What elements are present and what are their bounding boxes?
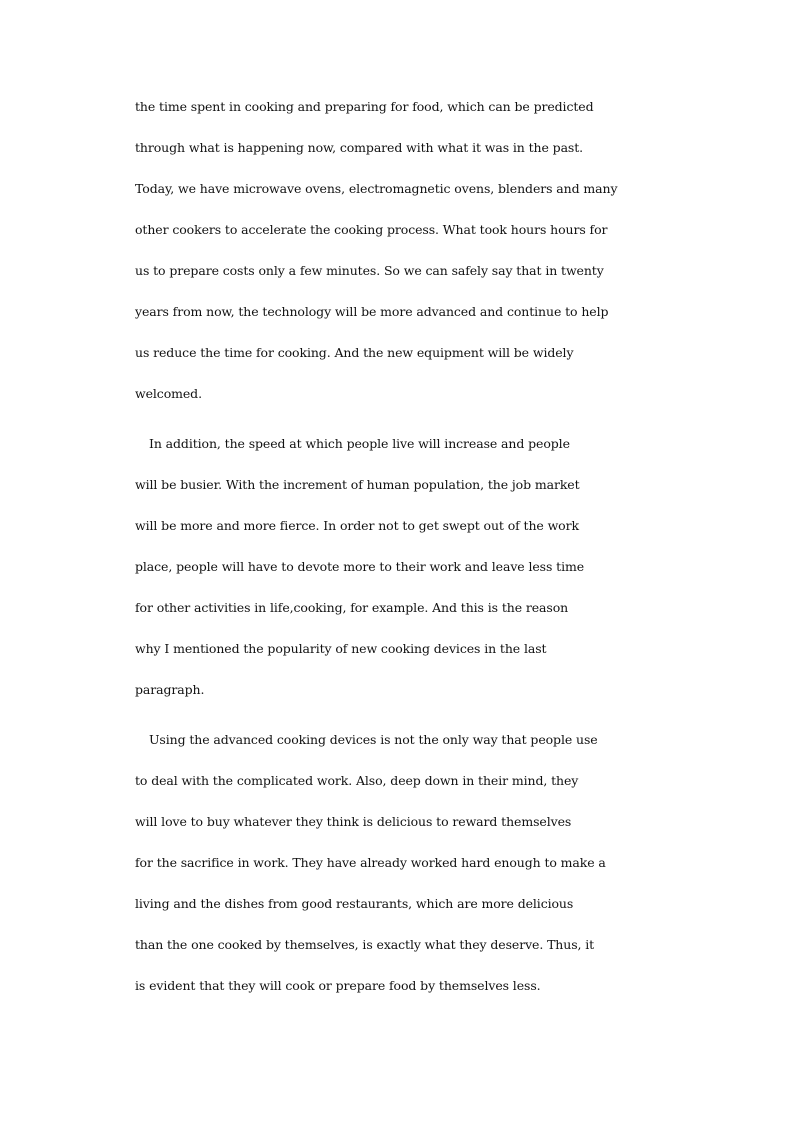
text-line: than the one cooked by themselves, is exactly what they deserve. Thus, it xyxy=(135,937,595,952)
text-line-first xyxy=(135,729,695,770)
text-line: for other activities in life,cooking, for example. And this is the reason xyxy=(135,600,569,615)
text-line: will love to buy whatever they think is delicious to reward themselves xyxy=(135,814,572,829)
text-line: other cookers to accelerate the cooking process. What took hours hours for xyxy=(135,222,608,237)
paragraph-1 xyxy=(135,96,695,424)
text-line: paragraph. xyxy=(135,682,205,697)
paragraph-2 xyxy=(135,433,695,720)
text-line: will be more and more fierce. In order not to get swept out of the work xyxy=(135,518,579,533)
text-line: to deal with the complicated work. Also, deep down in their mind, they xyxy=(135,773,579,788)
text-line: us to prepare costs only a few minutes. So we can safely say that in twenty xyxy=(135,263,604,278)
text-line: why I mentioned the popularity of new cooking devices in the last xyxy=(135,641,547,656)
text-line: years from now, the technology will be more advanced and continue to help xyxy=(135,304,609,319)
text-line: the time spent in cooking and preparing for food, which can be predicted xyxy=(135,99,594,114)
text-line: living and the dishes from good restaurants, which are more delicious xyxy=(135,896,574,911)
text-line: place, people will have to devote more to their work and leave less time xyxy=(135,559,585,574)
text-line: will be busier. With the increment of human population, the job market xyxy=(135,477,580,492)
text-line: us reduce the time for cooking. And the new equipment will be widely xyxy=(135,345,574,360)
paragraph-3 xyxy=(135,729,695,1016)
text-line-content: In addition, the speed at which people live will increase and people xyxy=(149,436,570,451)
text-line: through what is happening now, compared with what it was in the past. xyxy=(135,140,584,155)
text-line-content: Using the advanced cooking devices is not the only way that people use xyxy=(149,732,598,747)
text-line-first xyxy=(135,433,695,474)
paragraph-spacing xyxy=(135,720,695,729)
paragraph-spacing xyxy=(135,424,695,433)
text-line: for the sacrifice in work. They have already worked hard enough to make a xyxy=(135,855,606,870)
essay-body xyxy=(135,96,695,1016)
text-line: is evident that they will cook or prepare food by themselves less. xyxy=(135,978,541,993)
text-line: welcomed. xyxy=(135,386,202,401)
text-line: Today, we have microwave ovens, electromagnetic ovens, blenders and many xyxy=(135,181,618,196)
